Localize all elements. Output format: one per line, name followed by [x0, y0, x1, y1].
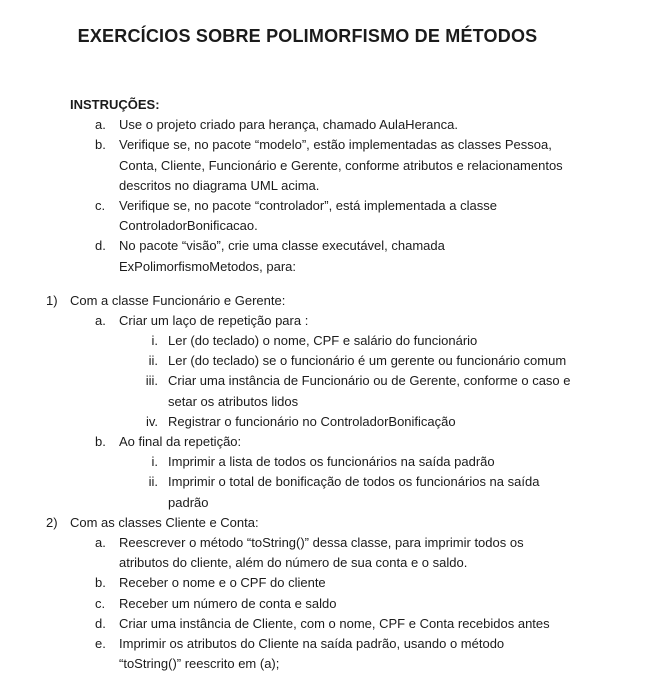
list-marker: c. [95, 595, 106, 611]
list-item-continuation [0, 493, 645, 513]
numbered-item [0, 513, 645, 533]
list-item-text: Imprimir o total de bonificação de todos os funcionários na saída [168, 474, 540, 490]
list-item [0, 135, 645, 155]
list-item-continuation [0, 176, 645, 196]
list-item-text: Com as classes Cliente e Conta: [70, 514, 259, 530]
list-marker: 2) [46, 514, 58, 530]
list-item-text: Receber um número de conta e saldo [119, 595, 337, 611]
list-marker: a. [95, 117, 106, 133]
list-item-text: ExPolimorfismoMetodos, para: [119, 258, 297, 274]
list-item [0, 533, 645, 553]
list-item [0, 432, 645, 452]
document-body [0, 95, 645, 674]
list-item [0, 311, 645, 331]
list-marker: d. [95, 615, 106, 631]
document-title: EXERCÍCIOS SOBRE POLIMORFISMO DE MÉTODOS [77, 26, 538, 46]
list-item [0, 115, 645, 135]
list-marker: c. [95, 197, 106, 213]
list-item-text: Receber o nome e o CPF do cliente [119, 575, 326, 591]
list-item-text: Criar uma instância de Funcionário ou de Gerente, conforme o caso e [168, 373, 571, 389]
list-marker: ii. [148, 474, 158, 490]
list-item-text: Criar uma instância de Cliente, com o nome, CPF e Conta recebidos antes [119, 615, 550, 631]
list-item [0, 573, 645, 593]
list-marker: d. [95, 238, 106, 254]
list-item-text: No pacote “visão”, crie uma classe executável, chamada [119, 238, 445, 254]
list-item-text: Reescrever o método “toString()” dessa classe, para imprimir todos os [119, 534, 524, 550]
list-item-text: Criar um laço de repetição para : [119, 312, 309, 328]
list-marker: b. [95, 137, 106, 153]
list-item-text: Conta, Cliente, Funcionário e Gerente, conforme atributos e relacionamentos [119, 157, 563, 173]
list-item-text: Ler (do teclado) se o funcionário é um gerente ou funcionário comum [168, 353, 567, 369]
numbered-item [0, 291, 645, 311]
list-item-text: descritos no diagrama UML acima. [119, 177, 320, 193]
list-marker: i. [151, 454, 158, 470]
list-marker: i. [151, 333, 158, 349]
list-item-continuation [0, 257, 645, 277]
heading-text: INSTRUÇÕES: [70, 97, 160, 112]
list-item [0, 634, 645, 654]
list-item-continuation [0, 392, 645, 412]
list-marker: 1) [46, 292, 58, 308]
paragraph-spacer [0, 277, 645, 291]
list-item-continuation [0, 553, 645, 573]
roman-list-item [0, 371, 645, 391]
list-item-text: Ler (do teclado) o nome, CPF e salário do funcionário [168, 333, 478, 349]
roman-list-item [0, 331, 645, 351]
list-item [0, 236, 645, 256]
list-item-text: Ao final da repetição: [119, 434, 242, 449]
roman-list-item [0, 351, 645, 371]
list-marker: e. [95, 635, 106, 651]
list-marker: iv. [145, 413, 158, 429]
list-item-text: Registrar o funcionário no ControladorBonificação [168, 413, 456, 429]
roman-list-item [0, 472, 645, 492]
list-item-text: ControladorBonificacao. [119, 218, 258, 234]
roman-list-item [0, 412, 645, 432]
list-marker: b. [95, 434, 106, 449]
list-marker: a. [95, 312, 106, 328]
list-item-text: padrão [168, 494, 209, 510]
list-item-text: Use o projeto criado para herança, chamado AulaHeranca. [119, 117, 458, 133]
instructions-heading [0, 95, 645, 115]
list-marker: b. [95, 575, 106, 591]
list-item-text: atributos do cliente, além do número de sua conta e o saldo. [119, 555, 468, 571]
roman-list-item [0, 452, 645, 472]
list-item-text: Verifique se, no pacote “modelo”, estão implementadas as classes Pessoa, [119, 137, 552, 153]
list-item-text: “toString()” reescrito em (a); [119, 656, 280, 672]
list-item-text: Imprimir a lista de todos os funcionários na saída padrão [168, 454, 495, 470]
list-item-continuation [0, 156, 645, 176]
list-marker: iii. [145, 373, 158, 389]
list-item-text: Verifique se, no pacote “controlador”, está implementada a classe [119, 197, 497, 213]
list-item-text: Com a classe Funcionário e Gerente: [70, 292, 286, 308]
list-item [0, 196, 645, 216]
list-item [0, 614, 645, 634]
list-marker: a. [95, 534, 106, 550]
list-item-continuation [0, 654, 645, 674]
list-item [0, 594, 645, 614]
list-marker: ii. [148, 353, 158, 369]
list-item-continuation [0, 216, 645, 236]
list-item-text: setar os atributos lidos [168, 393, 299, 409]
list-item-text: Imprimir os atributos do Cliente na saída padrão, usando o método [119, 635, 505, 651]
